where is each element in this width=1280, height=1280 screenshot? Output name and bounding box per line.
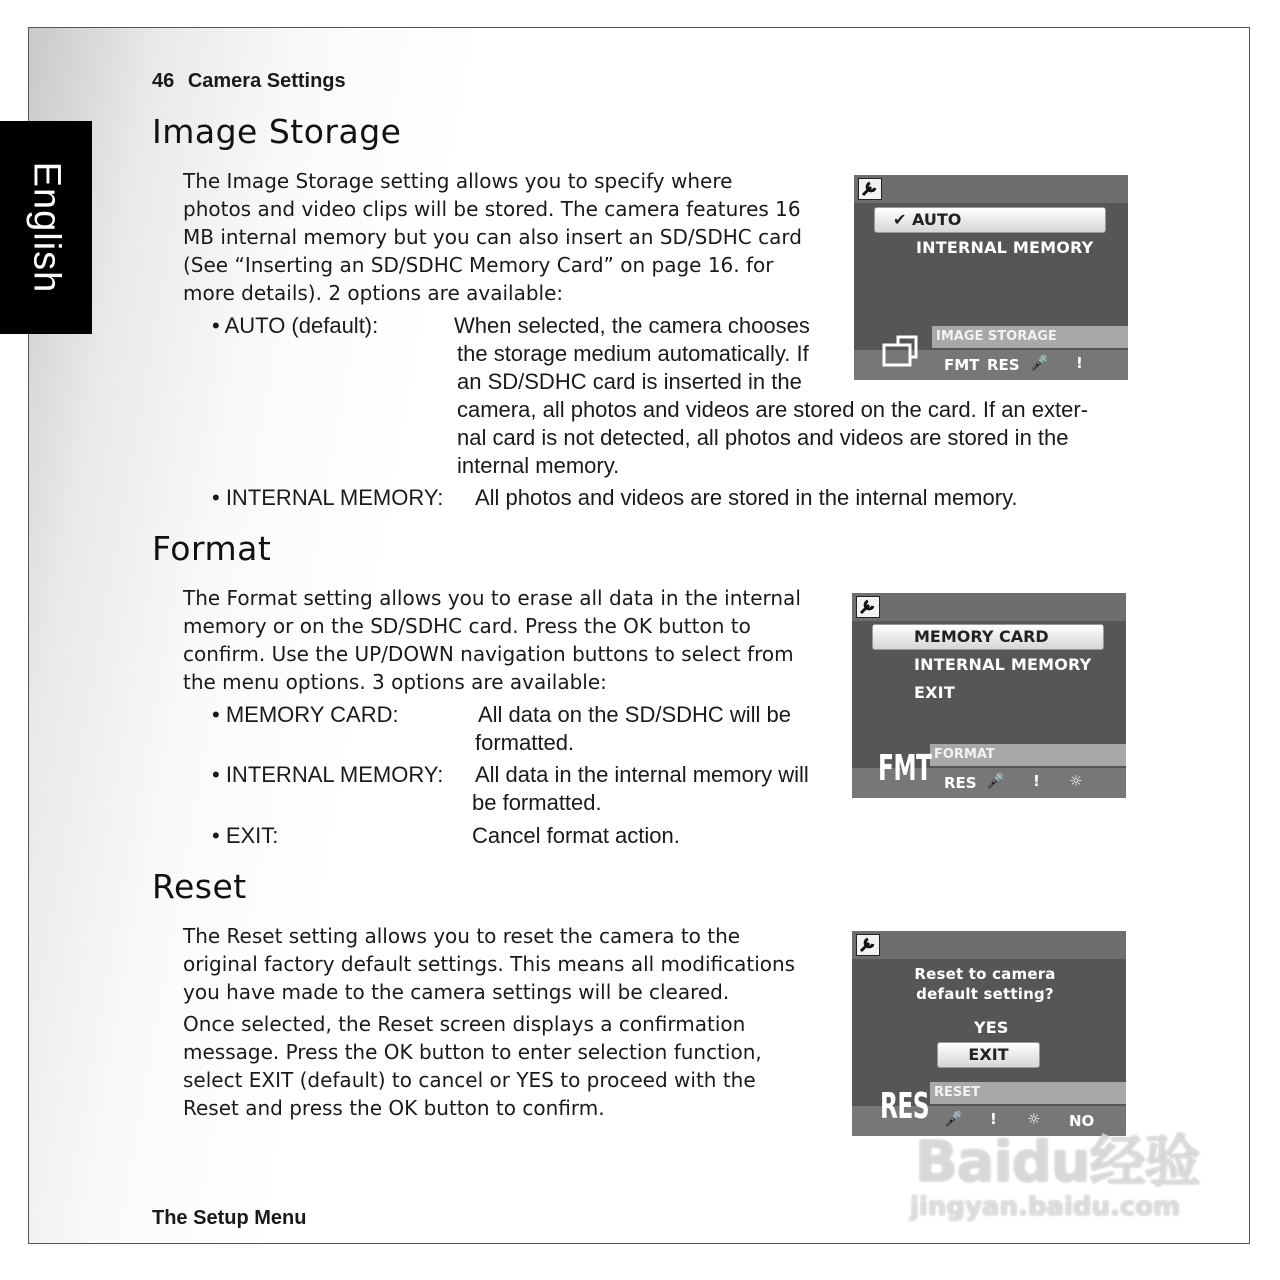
watermark-sub: jingyan.baidu.com — [910, 1192, 1181, 1222]
language-tab — [0, 121, 92, 334]
reset-line-3: you have made to the camera settings will be cleared. — [183, 980, 730, 1004]
bullet-auto-desc-1: When selected, the camera chooses — [454, 313, 810, 338]
tab-res[interactable]: RES — [944, 774, 977, 792]
screen-format — [852, 593, 1126, 798]
menu-item-internal-memory[interactable]: INTERNAL MEMORY — [916, 238, 1094, 257]
bullet-internal-label: • INTERNAL MEMORY: — [212, 485, 444, 510]
bullet-exit-label: • EXIT: — [212, 823, 279, 848]
option-exit[interactable]: EXIT — [937, 1042, 1040, 1068]
page-number: 46 — [152, 70, 175, 92]
tab-fmt[interactable]: FMT — [944, 356, 980, 374]
microphone-icon[interactable]: 🎤 — [986, 772, 1005, 790]
format-big-icon: FMT — [878, 748, 932, 789]
bullet-auto-label: • AUTO (default): — [212, 313, 379, 338]
wrench-icon — [856, 934, 880, 956]
heading-reset: Reset — [152, 867, 247, 906]
microphone-icon[interactable]: 🎤 — [944, 1110, 963, 1128]
reset-line-7: Reset and press the OK button to confirm. — [183, 1096, 605, 1120]
bullet-memory-card-desc-1: All data on the SD/SDHC will be — [478, 702, 792, 727]
brightness-icon[interactable]: ☼ — [1069, 772, 1083, 790]
image-storage-line-3: MB internal memory but you can also insert an SD/SDHC card — [183, 225, 802, 249]
image-storage-line-4: (See “Inserting an SD/SDHC Memory Card” on page 16. for — [183, 253, 774, 277]
alert-icon[interactable]: ! — [1033, 772, 1040, 790]
screen-topbar — [854, 175, 1128, 203]
page-footer: The Setup Menu — [152, 1207, 307, 1229]
bullet-auto-desc-2: the storage medium automatically. If — [457, 341, 809, 366]
screen-label: FORMAT — [930, 744, 1126, 766]
image-storage-line-5: more details). 2 options are available: — [183, 281, 564, 305]
watermark-main: Baidu经验 — [915, 1130, 1200, 1195]
screen-label: RESET — [930, 1082, 1126, 1104]
bullet-internal-desc: All photos and videos are stored in the internal memory. — [475, 485, 1018, 510]
page-header — [152, 70, 346, 93]
heading-image-storage: Image Storage — [152, 112, 402, 151]
format-line-2: memory or on the SD/SDHC card. Press the OK button to — [183, 614, 751, 638]
microphone-icon[interactable]: 🎤 — [1030, 354, 1049, 372]
bullet-memory-card-label: • MEMORY CARD: — [212, 702, 399, 727]
screen-reset — [852, 931, 1126, 1136]
tab-res[interactable]: RES — [987, 356, 1020, 374]
language-tab-label: English — [25, 161, 68, 294]
screen-topbar — [852, 593, 1126, 621]
reset-line-4: Once selected, the Reset screen displays a confirmation — [183, 1012, 746, 1036]
format-line-4: the menu options. 3 options are available: — [183, 670, 607, 694]
menu-item-memory-card[interactable]: MEMORY CARD — [872, 624, 1104, 650]
reset-line-6: select EXIT (default) to cancel or YES to proceed with the — [183, 1068, 756, 1092]
bullet-auto-desc-5: nal card is not detected, all photos and videos are stored in the — [457, 425, 1069, 450]
wrench-icon — [856, 596, 880, 618]
bullet-memory-card-desc-2: formatted. — [475, 730, 575, 755]
bullet-auto-desc-4: camera, all photos and videos are stored on the card. If an exter- — [457, 397, 1089, 422]
screen-topbar — [852, 931, 1126, 959]
option-yes[interactable]: YES — [974, 1018, 1009, 1037]
bullet-auto-desc-3: an SD/SDHC card is inserted in the — [457, 369, 802, 394]
bullet-auto-desc-6: internal memory. — [457, 453, 620, 478]
alert-icon[interactable]: ! — [990, 1110, 997, 1128]
alert-icon[interactable]: ! — [1076, 354, 1083, 372]
reset-big-icon: RES — [880, 1086, 929, 1127]
bullet-format-internal-label: • INTERNAL MEMORY: — [212, 762, 444, 787]
bullet-format-internal-desc-1: All data in the internal memory will — [475, 762, 809, 787]
reset-prompt-line-2: default setting? — [916, 985, 1054, 1003]
menu-item-internal-memory[interactable]: INTERNAL MEMORY — [914, 655, 1092, 674]
storage-icon — [880, 333, 920, 374]
format-line-3: confirm. Use the UP/DOWN navigation buttons to select from — [183, 642, 794, 666]
brightness-icon[interactable]: ☼ — [1027, 1110, 1041, 1128]
image-storage-line-2: photos and video clips will be stored. The camera features 16 — [183, 197, 801, 221]
screen-label: IMAGE STORAGE — [932, 326, 1128, 348]
reset-line-1: The Reset setting allows you to reset the camera to the — [183, 924, 741, 948]
format-line-1: The Format setting allows you to erase all data in the internal — [183, 586, 801, 610]
tab-no[interactable]: NO — [1069, 1112, 1095, 1130]
reset-line-2: original factory default settings. This means all modifications — [183, 952, 796, 976]
wrench-icon — [858, 178, 882, 200]
bullet-exit-desc: Cancel format action. — [472, 823, 680, 848]
image-storage-line-1: The Image Storage setting allows you to specify where — [183, 169, 733, 193]
section-title: Camera Settings — [187, 70, 346, 92]
menu-item-exit[interactable]: EXIT — [914, 683, 955, 702]
reset-line-5: message. Press the OK button to enter selection function, — [183, 1040, 762, 1064]
reset-prompt-line-1: Reset to camera — [914, 965, 1056, 983]
heading-format: Format — [152, 529, 272, 568]
screen-image-storage — [854, 175, 1128, 380]
bullet-format-internal-desc-2: be formatted. — [472, 790, 602, 815]
menu-item-auto[interactable]: ✔ AUTO — [874, 207, 1106, 233]
